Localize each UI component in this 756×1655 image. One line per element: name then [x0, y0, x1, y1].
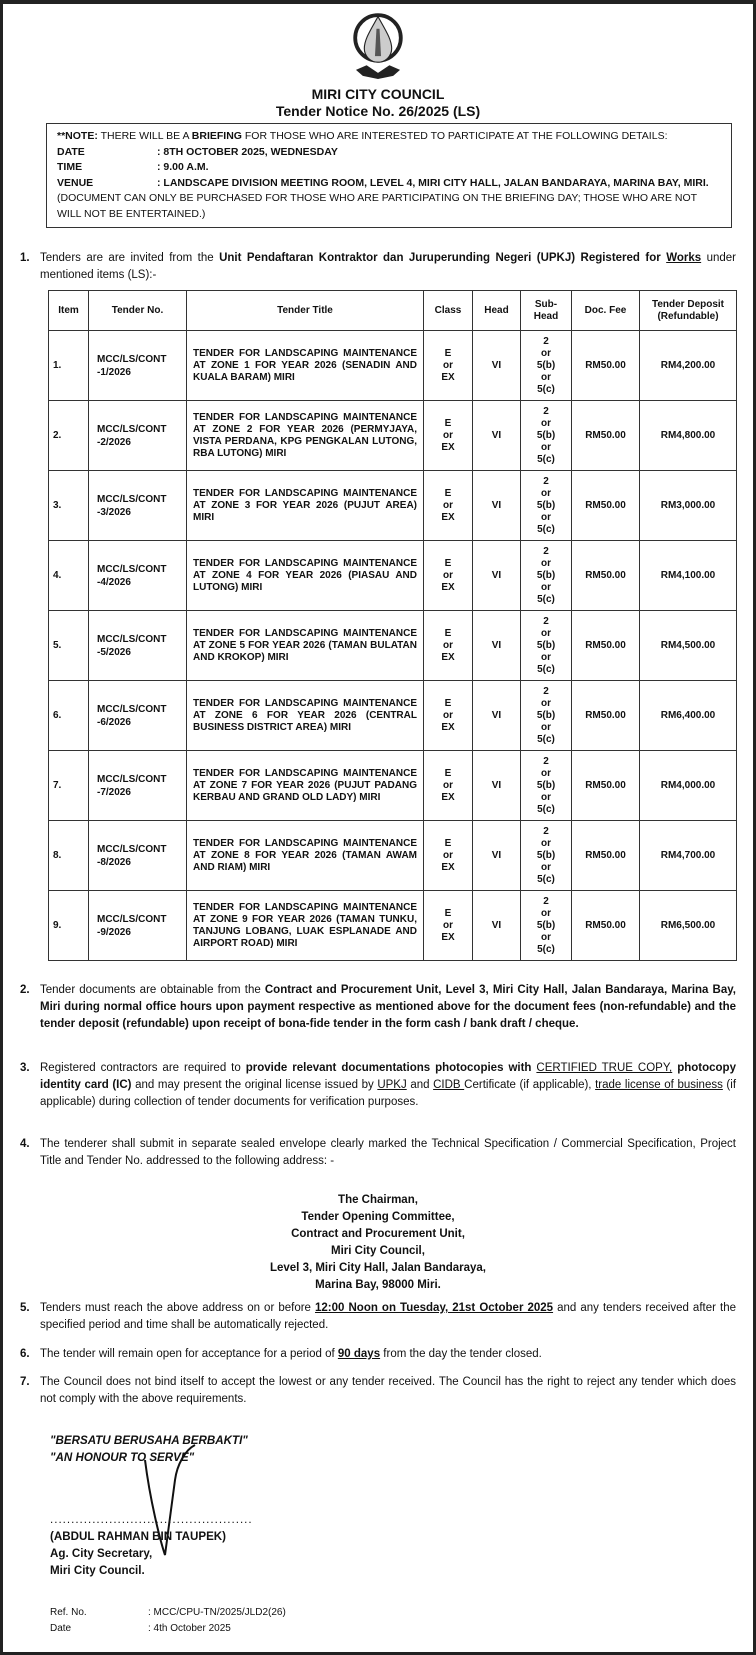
cell-class	[424, 891, 473, 961]
clause-text: (if applicable) during collection of tender documents for verification purposes.	[40, 1079, 737, 1108]
clause-text: Works	[666, 252, 702, 264]
address-line: The Chairman,	[338, 1194, 418, 1206]
column-header: Tender No.	[89, 291, 187, 331]
cell-token: or	[443, 359, 453, 371]
cell-sub	[521, 681, 572, 751]
cell-sub	[521, 541, 572, 611]
cell-token: 5(c)	[537, 943, 555, 955]
cell-token: 2	[543, 685, 549, 697]
cell-token: EX	[441, 791, 455, 803]
cell-title: TENDER FOR LANDSCAPING MAINTENANCE AT ZONE 6 FOR YEAR 2026 (CENTRAL BUSINESS DISTRICT AREA) MIRI	[187, 681, 424, 751]
clause-text: Registered contractors are required to	[40, 1062, 246, 1074]
cell-token: 5(b)	[536, 639, 556, 651]
cell-class	[424, 821, 473, 891]
cell-token: E	[444, 697, 452, 709]
reference-date: Date : 4th October 2025	[50, 1623, 231, 1634]
signatory-name: (ABDUL RAHMAN BIN TAUPEK)	[50, 1530, 227, 1543]
note-time: TIME : 9.00 A.M.	[57, 161, 209, 173]
cell-no: MCC/LS/CONT -6/2026	[89, 681, 187, 751]
clause-text: The tenderer shall submit in separate sealed envelope clearly marked the Technical Specification / Commercial Specification, Project Title and Tender No. addressed to the following address: -	[40, 1138, 736, 1167]
clause-text: The Council does not bind itself to accept the lowest or any tender received. The Council has the right to reject any tender which does not comply with the above requirements.	[40, 1376, 736, 1405]
reference-number: Ref. No. : MCC/CPU-TN/2025/JLD2(26)	[50, 1607, 286, 1618]
cell-item: 5.	[49, 611, 89, 681]
clause-7	[20, 1374, 736, 1408]
submission-address	[0, 1192, 756, 1294]
cell-fee: RM50.00	[572, 331, 640, 401]
cell-sub	[521, 401, 572, 471]
cell-no: MCC/LS/CONT -4/2026	[89, 541, 187, 611]
clause-text: Certificate (if applicable),	[464, 1079, 596, 1091]
cell-head: VI	[473, 331, 521, 401]
clause-number: 2.	[20, 984, 30, 996]
cell-fee: RM50.00	[572, 471, 640, 541]
cell-token: E	[444, 627, 452, 639]
column-header: Tender Deposit (Refundable)	[640, 291, 737, 331]
address-line: Contract and Procurement Unit,	[291, 1228, 465, 1240]
cell-no: MCC/LS/CONT -8/2026	[89, 821, 187, 891]
cell-token: or	[541, 371, 551, 383]
cell-token: E	[444, 907, 452, 919]
notice-title: Tender Notice No. 26/2025 (LS)	[275, 103, 481, 119]
signatory-role: Ag. City Secretary,	[50, 1547, 153, 1560]
cell-token: or	[443, 429, 453, 441]
motto-malay: "BERSATU BERUSAHA BERBAKTI"	[50, 1434, 248, 1447]
note-date: DATE : 8TH OCTOBER 2025, WEDNESDAY	[57, 145, 338, 158]
clause-text: and any tenders received after the specified period and time shall be automatically rejected.	[40, 1302, 736, 1331]
cell-head: VI	[473, 681, 521, 751]
cell-token: 5(c)	[537, 593, 555, 605]
clause-text: under mentioned items (LS):-	[40, 252, 737, 281]
note-venue: VENUE : LANDSCAPE DIVISION MEETING ROOM, LEVEL 4, MIRI CITY HALL, JALAN BANDARAYA, MARINA BAY, MIRI.	[57, 176, 709, 189]
cell-token: or	[541, 837, 551, 849]
cell-token: 2	[543, 545, 549, 557]
cell-token: EX	[441, 581, 455, 593]
cell-token: 5(c)	[537, 523, 555, 535]
signature-line: ................................................	[50, 1513, 253, 1526]
cell-token: E	[444, 347, 452, 359]
cell-fee: RM50.00	[572, 891, 640, 961]
cell-token: EX	[441, 511, 455, 523]
cell-token: or	[541, 907, 551, 919]
cell-token: 5(b)	[536, 709, 556, 721]
cell-token: 2	[543, 755, 549, 767]
cell-token: 5(c)	[537, 383, 555, 395]
cell-class	[424, 751, 473, 821]
clause-number: 3.	[20, 1062, 30, 1074]
cell-head: VI	[473, 751, 521, 821]
cell-fee: RM50.00	[572, 751, 640, 821]
cell-no: MCC/LS/CONT -7/2026	[89, 751, 187, 821]
cell-token: 5(b)	[536, 359, 556, 371]
cell-class	[424, 401, 473, 471]
clause-text: and	[406, 1079, 434, 1091]
cell-token: or	[443, 919, 453, 931]
address-line: Level 3, Miri City Hall, Jalan Bandaraya,	[269, 1262, 487, 1274]
table-row	[49, 681, 737, 751]
clause-text: from the day the tender closed.	[380, 1348, 542, 1360]
column-header: Doc. Fee	[572, 291, 640, 331]
cell-item: 4.	[49, 541, 89, 611]
table-row	[49, 331, 737, 401]
cell-deposit: RM4,500.00	[640, 611, 737, 681]
cell-token: E	[444, 767, 452, 779]
cell-token: EX	[441, 931, 455, 943]
cell-item: 7.	[49, 751, 89, 821]
cell-token: or	[541, 487, 551, 499]
clause-text: Tender documents are obtainable from the	[40, 984, 265, 996]
cell-sub	[521, 891, 572, 961]
cell-token: E	[444, 487, 452, 499]
cell-token: 2	[543, 615, 549, 627]
tender-table	[48, 290, 737, 961]
address-line: Miri City Council,	[331, 1245, 425, 1257]
clause-text: CIDB	[433, 1079, 465, 1091]
cell-title: TENDER FOR LANDSCAPING MAINTENANCE AT ZONE 4 FOR YEAR 2026 (PIASAU AND LUTONG) MIRI	[187, 541, 424, 611]
note-remark: (DOCUMENT CAN ONLY BE PURCHASED FOR THOSE WHO ARE PARTICIPATING ON THE BRIEFING DAY; THOSE WHO ARE NOT WILL NOT BE ENTERTAINED.)	[57, 192, 697, 220]
cell-head: VI	[473, 611, 521, 681]
cell-fee: RM50.00	[572, 611, 640, 681]
cell-sub	[521, 331, 572, 401]
cell-deposit: RM6,500.00	[640, 891, 737, 961]
clause-text: Tenders must reach the above address on or before	[40, 1302, 316, 1314]
table-row	[49, 751, 737, 821]
clause-text: 12:00 Noon on Tuesday, 21st October 2025	[315, 1302, 554, 1314]
cell-head: VI	[473, 891, 521, 961]
signatory-org: Miri City Council.	[50, 1564, 145, 1577]
cell-token: 5(c)	[537, 873, 555, 885]
clause-number: 7.	[20, 1376, 30, 1388]
cell-head: VI	[473, 541, 521, 611]
cell-sub	[521, 821, 572, 891]
cell-token: 5(b)	[536, 499, 556, 511]
cell-token: or	[541, 627, 551, 639]
cell-token: EX	[441, 441, 455, 453]
cell-token: or	[541, 441, 551, 453]
table-row	[49, 471, 737, 541]
clause-text: UPKJ	[377, 1079, 407, 1091]
cell-token: 5(b)	[536, 919, 556, 931]
cell-token: EX	[441, 371, 455, 383]
cell-token: 5(b)	[536, 569, 556, 581]
cell-token: or	[443, 499, 453, 511]
clause-text: photocopy identity card (IC)	[40, 1062, 736, 1091]
cell-title: TENDER FOR LANDSCAPING MAINTENANCE AT ZONE 2 FOR YEAR 2026 (PERMYJAYA, VISTA PERDANA, KPG PENGKALAN LUTONG, RBA LUTONG) MIRI	[187, 401, 424, 471]
clause-text: CERTIFIED TRUE COPY,	[536, 1062, 673, 1074]
cell-token: or	[541, 861, 551, 873]
cell-token: or	[443, 639, 453, 651]
cell-class	[424, 541, 473, 611]
cell-fee: RM50.00	[572, 401, 640, 471]
briefing-note-box	[46, 123, 732, 228]
cell-token: or	[541, 581, 551, 593]
cell-fee: RM50.00	[572, 541, 640, 611]
cell-token: E	[444, 417, 452, 429]
cell-sub	[521, 751, 572, 821]
cell-deposit: RM4,000.00	[640, 751, 737, 821]
clause-text: 90 days	[337, 1348, 381, 1360]
cell-item: 8.	[49, 821, 89, 891]
cell-item: 1.	[49, 331, 89, 401]
table-row	[49, 611, 737, 681]
table-row	[49, 891, 737, 961]
cell-token: or	[541, 511, 551, 523]
clause-number: 5.	[20, 1302, 30, 1314]
cell-title: TENDER FOR LANDSCAPING MAINTENANCE AT ZONE 9 FOR YEAR 2026 (TAMAN TUNKU, TANJUNG LOBANG, LUAK ESPLANADE AND AIRPORT ROAD) MIRI	[187, 891, 424, 961]
cell-title: TENDER FOR LANDSCAPING MAINTENANCE AT ZONE 3 FOR YEAR 2026 (PUJUT AREA) MIRI	[187, 471, 424, 541]
cell-no: MCC/LS/CONT -3/2026	[89, 471, 187, 541]
cell-token: or	[443, 569, 453, 581]
cell-class	[424, 681, 473, 751]
clause-number: 1.	[20, 252, 30, 264]
cell-deposit: RM3,000.00	[640, 471, 737, 541]
address-line: Marina Bay, 98000 Miri.	[315, 1279, 441, 1291]
table-row	[49, 541, 737, 611]
cell-token: or	[541, 721, 551, 733]
cell-fee: RM50.00	[572, 681, 640, 751]
clause-2	[20, 982, 736, 1033]
cell-no: MCC/LS/CONT -9/2026	[89, 891, 187, 961]
cell-title: TENDER FOR LANDSCAPING MAINTENANCE AT ZONE 5 FOR YEAR 2026 (TAMAN BULATAN AND KROKOP) MIRI	[187, 611, 424, 681]
cell-item: 9.	[49, 891, 89, 961]
cell-token: E	[444, 557, 452, 569]
cell-token: or	[443, 849, 453, 861]
motto-english: "AN HONOUR TO SERVE"	[50, 1451, 195, 1464]
cell-token: 5(b)	[536, 429, 556, 441]
clause-4	[20, 1136, 736, 1170]
cell-token: EX	[441, 861, 455, 873]
cell-no: MCC/LS/CONT -2/2026	[89, 401, 187, 471]
cell-deposit: RM6,400.00	[640, 681, 737, 751]
cell-head: VI	[473, 471, 521, 541]
table-row	[49, 401, 737, 471]
cell-token: or	[541, 651, 551, 663]
cell-token: 5(c)	[537, 663, 555, 675]
cell-class	[424, 611, 473, 681]
cell-item: 6.	[49, 681, 89, 751]
cell-token: 5(b)	[536, 779, 556, 791]
cell-token: E	[444, 837, 452, 849]
cell-token: EX	[441, 651, 455, 663]
clause-1	[20, 250, 736, 284]
cell-token: 2	[543, 335, 549, 347]
cell-title: TENDER FOR LANDSCAPING MAINTENANCE AT ZONE 1 FOR YEAR 2026 (SENADIN AND KUALA BARAM) MIRI	[187, 331, 424, 401]
column-header: Item	[49, 291, 89, 331]
clause-text: The tender will remain open for acceptance for a period of	[40, 1348, 338, 1360]
clause-5	[20, 1300, 736, 1334]
cell-deposit: RM4,700.00	[640, 821, 737, 891]
clause-text: and may present the original license issued by	[131, 1079, 378, 1091]
cell-token: 2	[543, 895, 549, 907]
column-header: Tender Title	[187, 291, 424, 331]
cell-class	[424, 331, 473, 401]
table-row	[49, 821, 737, 891]
cell-title: TENDER FOR LANDSCAPING MAINTENANCE AT ZONE 8 FOR YEAR 2026 (TAMAN AWAM AND RIAM) MIRI	[187, 821, 424, 891]
cell-token: or	[541, 557, 551, 569]
cell-head: VI	[473, 401, 521, 471]
cell-no: MCC/LS/CONT -5/2026	[89, 611, 187, 681]
cell-token: 5(c)	[537, 733, 555, 745]
clause-text: Unit Pendaftaran Kontraktor dan Juruperunding Negeri (UPKJ) Registered for	[219, 252, 667, 264]
cell-deposit: RM4,100.00	[640, 541, 737, 611]
cell-token: 5(b)	[536, 849, 556, 861]
column-header: Class	[424, 291, 473, 331]
cell-token: 2	[543, 825, 549, 837]
cell-token: or	[443, 779, 453, 791]
cell-deposit: RM4,200.00	[640, 331, 737, 401]
column-header: Sub-Head	[521, 291, 572, 331]
cell-deposit: RM4,800.00	[640, 401, 737, 471]
clause-text: trade license of business	[595, 1079, 723, 1091]
note-intro: **NOTE: THERE WILL BE A BRIEFING FOR THOSE WHO ARE INTERESTED TO PARTICIPATE AT THE FOLLOWING DETAILS:	[57, 130, 668, 142]
cell-token: or	[541, 347, 551, 359]
table-header-row	[49, 291, 737, 331]
cell-head: VI	[473, 821, 521, 891]
cell-title: TENDER FOR LANDSCAPING MAINTENANCE AT ZONE 7 FOR YEAR 2026 (PUJUT PADANG KERBAU AND GRAND OLD LADY) MIRI	[187, 751, 424, 821]
cell-token: or	[541, 417, 551, 429]
clause-3	[20, 1060, 736, 1111]
cell-token: or	[443, 709, 453, 721]
clause-text: Contract and Procurement Unit, Level 3, Miri City Hall, Jalan Bandaraya, Marina Bay, Miri during normal office hours upon payment respective as mentioned above for the document fees (non-refundable) and the tender deposit (refundable) upon receipt of bona-fide tender in the form cash / bank draft / cheque.	[40, 984, 736, 1030]
cell-token: EX	[441, 721, 455, 733]
clause-text: Tenders are are invited from the	[40, 252, 220, 264]
cell-token: or	[541, 791, 551, 803]
cell-fee: RM50.00	[572, 821, 640, 891]
cell-sub	[521, 471, 572, 541]
cell-token: 2	[543, 405, 549, 417]
council-crest-logo	[350, 6, 406, 82]
cell-item: 2.	[49, 401, 89, 471]
cell-token: or	[541, 767, 551, 779]
org-title: MIRI CITY COUNCIL	[311, 86, 445, 102]
column-header: Head	[473, 291, 521, 331]
clause-number: 4.	[20, 1138, 30, 1150]
cell-item: 3.	[49, 471, 89, 541]
cell-sub	[521, 611, 572, 681]
cell-no: MCC/LS/CONT -1/2026	[89, 331, 187, 401]
clause-number: 6.	[20, 1348, 30, 1360]
cell-token: or	[541, 697, 551, 709]
cell-token: 5(c)	[537, 803, 555, 815]
cell-token: or	[541, 931, 551, 943]
clause-6	[20, 1346, 736, 1363]
cell-token: 2	[543, 475, 549, 487]
clause-text: provide relevant documentations photocopies with	[245, 1062, 537, 1074]
cell-token: 5(c)	[537, 453, 555, 465]
cell-class	[424, 471, 473, 541]
address-line: Tender Opening Committee,	[301, 1211, 455, 1223]
